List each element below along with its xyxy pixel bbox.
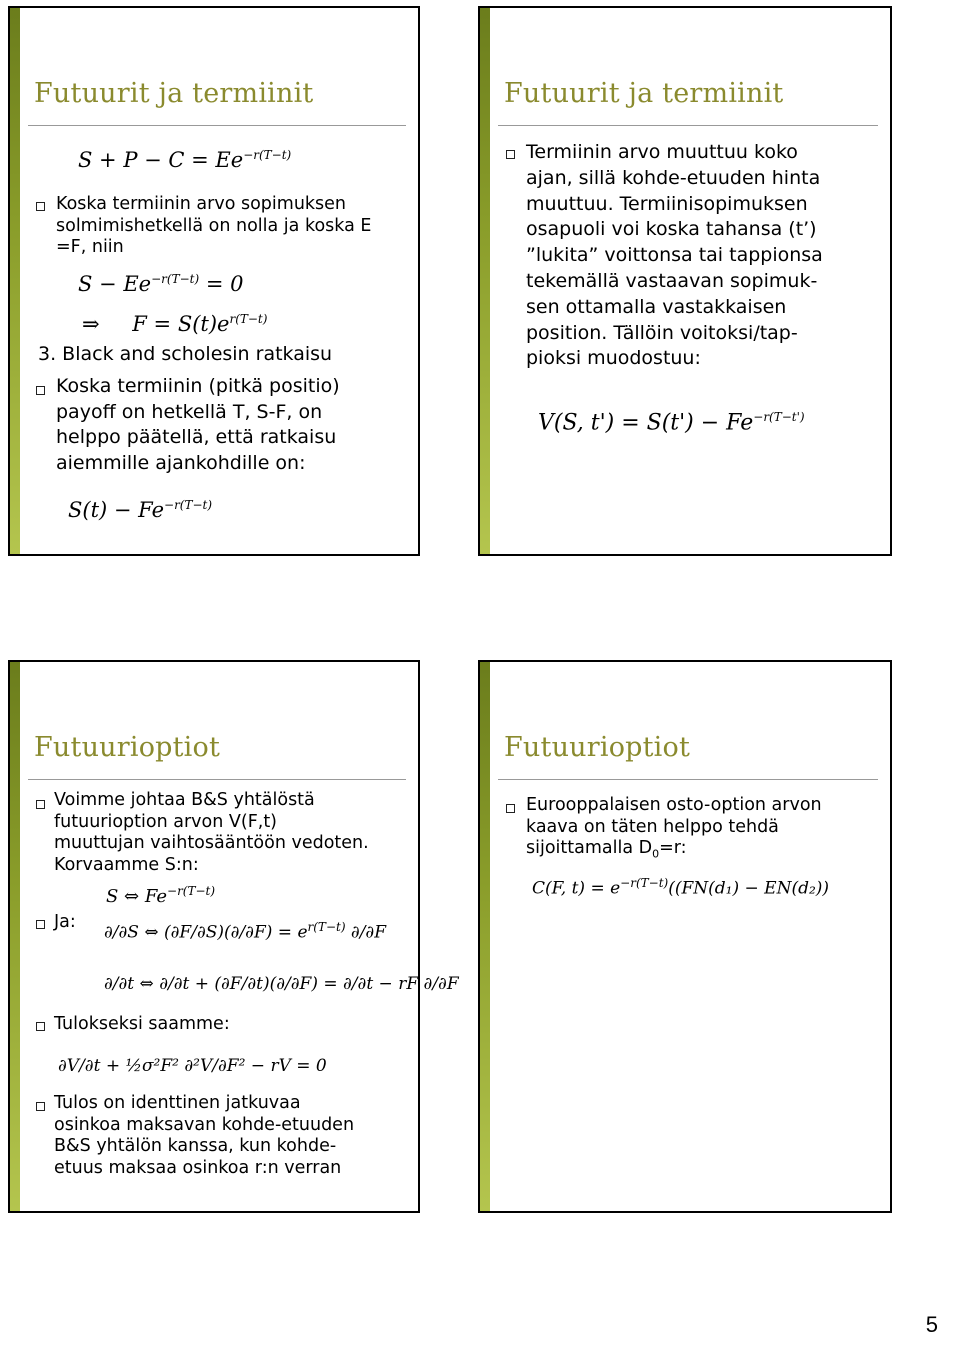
slide-accent-bar — [480, 8, 490, 554]
slide-3 — [8, 660, 459, 1213]
bullet-icon — [36, 386, 45, 395]
title-rule — [498, 125, 878, 126]
bullet-text: Tulokseksi saamme: — [54, 1014, 230, 1034]
page-number: 5 — [925, 1312, 938, 1337]
equation-chain-rule-s: ∂/∂S ⇔ $(\partial F/\partial S)(\partial/\partial F) = e^{r(T-t)}$ ∂/∂F — [104, 920, 387, 943]
equation-forward-gain: V(S, $t') = S(t') - Fe^{-r(T-t')}$ — [538, 410, 805, 436]
equation-zero: $S - Ee^{-r(T-t)} = 0$ — [78, 272, 244, 296]
bullet-text: Voimme johtaa B&S yhtälöstä futuurioption arvon V(F,t) muuttujan vaihtosääntöön vedoten. Korvaamme S:n: — [54, 790, 369, 875]
slide-accent-bar — [10, 662, 20, 1211]
slide-1 — [8, 6, 420, 556]
slide-title: Futuurioptiot — [34, 732, 221, 763]
bullet-icon — [36, 1022, 45, 1031]
bullet-text: Eurooppalaisen osto-option arvon kaava on täten helppo tehdä sijoittamalla $D_0=r$: — [526, 795, 822, 861]
bullet-text: Tulos on identtinen jatkuvaa osinkoa maksavan kohde-etuuden B&S yhtälön kanssa, kun kohde- etuus maksaa osinkoa r:n verran — [54, 1093, 355, 1178]
title-rule — [28, 779, 406, 780]
bullet-icon — [36, 202, 45, 211]
bullet-text: Koska termiinin arvo sopimuksen solmimishetkellä on nolla ja koska E =F, niin — [56, 194, 372, 257]
equation-call-value: C(F, $t) = e^{-r(T-t)}((FN(d_1) - EN(d_2))$ — [532, 876, 830, 899]
bullet-text: Koska termiinin (pitkä positio) payoff on hetkellä T, S-F, on helppo päätellä, että ratkaisu aiemmille ajankohdille on: — [56, 375, 340, 474]
equation-substitution: S ⇔ $Fe^{-r(T-t)}$ — [106, 884, 216, 907]
bullet-icon — [36, 920, 45, 929]
implies-arrow: ⇒ — [82, 312, 100, 336]
equation-chain-rule-t: ∂/∂t ⇔ ∂/∂t + (∂F/∂t)(∂/∂F) = ∂/∂t − rF ∂/∂F — [104, 974, 459, 994]
bullet-icon — [506, 150, 515, 159]
bullet-icon — [506, 804, 515, 813]
bullet-text: Termiinin arvo muuttuu koko ajan, sillä kohde-etuuden hinta muuttuu. Termiinisopimuksen osapuoli voi koska tahansa (t’) ”lukita” voittonsa tai tappionsa tekemällä vastaavan sopimuk- sen ottamalla vastakkaisen position. Tällöin voitoksi/tap- pioksi muodostuu: — [526, 141, 823, 370]
slide-2 — [478, 6, 892, 556]
equation-forward-value: $S(t) - Fe^{-r(T-t)}$ — [68, 498, 213, 522]
ja-label: Ja: — [54, 912, 76, 932]
equation-pde: ∂V/∂t + ½σ²F² ∂²V/∂F² − rV = 0 — [58, 1056, 327, 1076]
equation-parity: $S + P - C = Ee^{-r(T-t)}$ — [78, 148, 292, 172]
title-rule — [28, 125, 406, 126]
slide-title: Futuurioptiot — [504, 732, 691, 763]
slide-4 — [478, 660, 892, 1213]
bullet-icon — [36, 1102, 45, 1111]
slide-title: Futuurit ja termiinit — [504, 78, 784, 109]
slide-title: Futuurit ja termiinit — [34, 78, 314, 109]
slide-accent-bar — [10, 8, 20, 554]
title-rule — [498, 779, 878, 780]
slide-accent-bar — [480, 662, 490, 1211]
numbered-item: 3. Black and scholesin ratkaisu — [38, 343, 333, 365]
bullet-icon — [36, 800, 45, 809]
equation-forward-price: ⇒ $F = S(t)e^{r(T-t)}$ — [82, 312, 268, 336]
